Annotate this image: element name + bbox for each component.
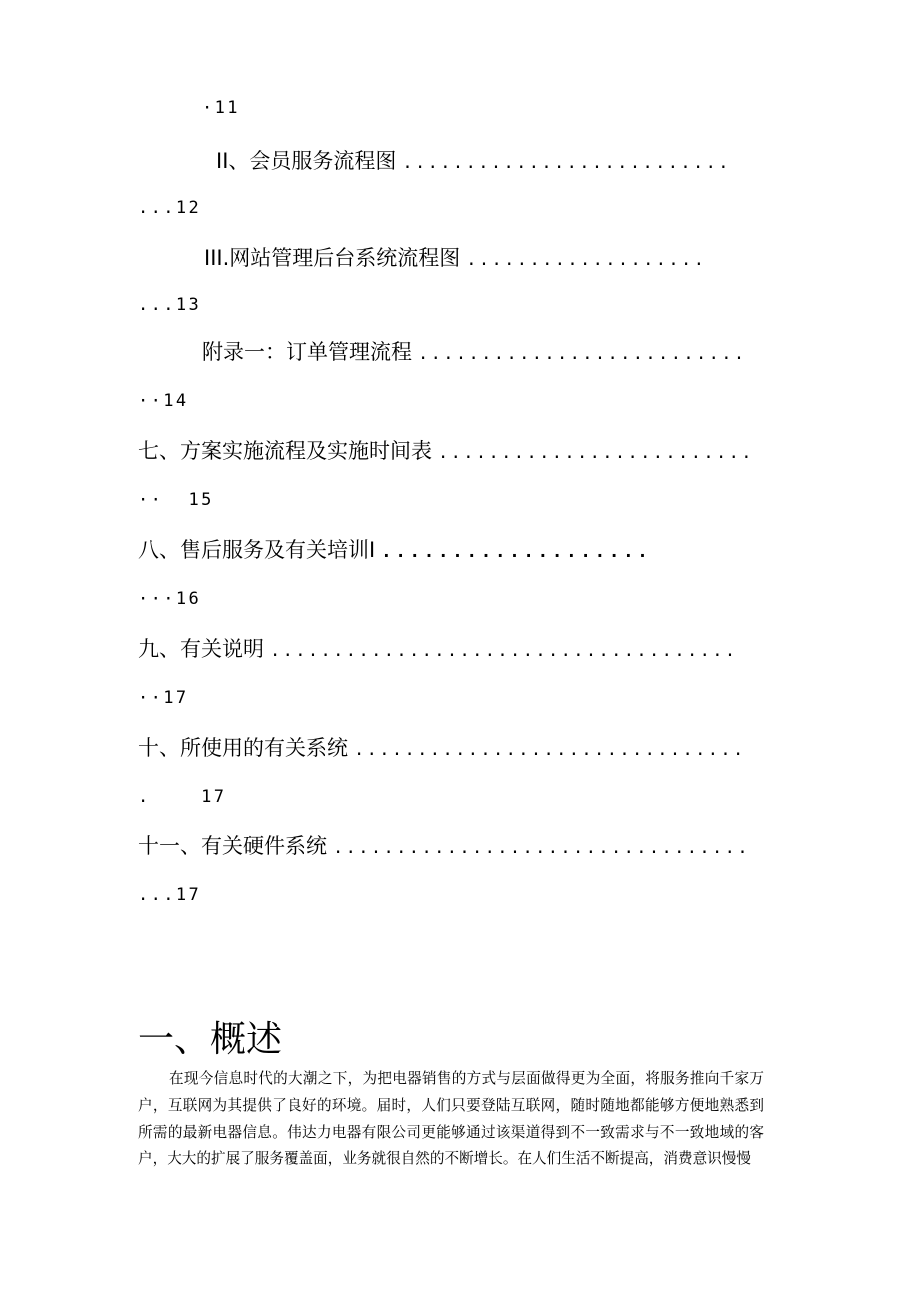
toc-leader-dots: .......................... bbox=[402, 153, 731, 173]
toc-entry-title: 十一、有关硬件系统 bbox=[138, 834, 327, 858]
overview-paragraph: 在现今信息时代的大潮之下，为把电器销售的方式与层面做得更为全面，将服务推向千家万户，互联网为其提供了良好的环境。届时，人们只要登陆互联网，随时随地都能够方便地熟悉到所需的最新电器信息。伟达力电器有限公司更能够通过该渠道得到不一致需求与不一致地域的客户，大大的扩展了服务覆盖面，业务就很自然的不断增长。在人们生活不断提高，消费意识慢慢 bbox=[138, 1070, 764, 1168]
toc-entry-admin-flow[interactable] bbox=[138, 240, 764, 276]
toc-entry-title: III.网站管理后台系统流程图 bbox=[204, 246, 461, 270]
toc-entry-title: II、会员服务流程图 bbox=[216, 149, 397, 173]
toc-leader-dots: ............................... bbox=[354, 740, 746, 760]
section-heading-overview: 一、概述 bbox=[138, 1019, 283, 1060]
toc-page-number: ·11 bbox=[202, 98, 240, 118]
toc-leader-dots: ..................................... bbox=[270, 641, 738, 661]
toc-entry-section-7[interactable] bbox=[138, 433, 764, 469]
toc-leader-dots: ......................... bbox=[438, 443, 754, 463]
toc-page-number: ·· 15 bbox=[138, 490, 214, 510]
toc-entry-title: 八、售后服务及有关培训I bbox=[138, 538, 376, 562]
toc-entry-title: 九、有关说明 bbox=[138, 637, 264, 661]
toc-page-number: ...12 bbox=[138, 198, 202, 218]
toc-leader-dots: ................................. bbox=[333, 838, 750, 858]
toc-entry-member-flow[interactable] bbox=[138, 143, 764, 179]
toc-page-number: ...17 bbox=[138, 885, 202, 905]
toc-entry-section-11[interactable] bbox=[138, 828, 764, 864]
toc-entry-section-10[interactable] bbox=[138, 730, 764, 766]
toc-entry-section-9[interactable] bbox=[138, 631, 764, 667]
toc-leader-dots: ................... bbox=[466, 250, 707, 270]
toc-page-number: ··17 bbox=[138, 688, 189, 708]
toc-leader-dots: ................... bbox=[381, 542, 652, 562]
toc-entry-title: 十、所使用的有关系统 bbox=[138, 736, 348, 760]
toc-leader-dots: .......................... bbox=[418, 344, 747, 364]
toc-entry-appendix-1[interactable] bbox=[138, 334, 764, 370]
toc-page-number: ··14 bbox=[138, 391, 189, 411]
toc-entry-title: 七、方案实施流程及实施时间表 bbox=[138, 439, 432, 463]
toc-entry-section-8[interactable] bbox=[138, 532, 764, 568]
toc-entry-title: 附录一：订单管理流程 bbox=[202, 340, 412, 364]
toc-page-number: ···16 bbox=[138, 589, 202, 609]
toc-page-number: . 17 bbox=[138, 787, 227, 807]
toc-page-number: ...13 bbox=[138, 295, 202, 315]
